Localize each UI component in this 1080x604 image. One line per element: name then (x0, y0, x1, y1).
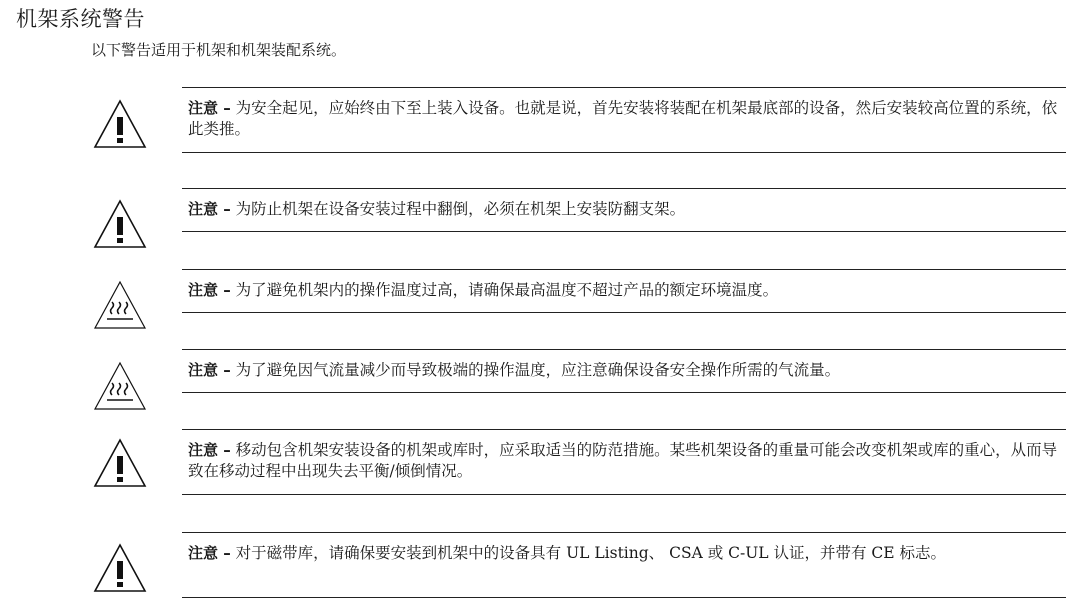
note-label: 注意 – (188, 281, 231, 299)
warning-note (182, 269, 1066, 313)
note-label: 注意 – (188, 200, 231, 218)
note-label: 注意 – (188, 99, 231, 117)
warning-note (182, 429, 1066, 495)
note-label: 注意 – (188, 544, 231, 562)
intro-paragraph: 以下警告适用于机架和机架装配系统。 (91, 41, 347, 59)
note-text: 为了避免机架内的操作温度过高，请确保最高温度不超过产品的额定环境温度。 (230, 281, 779, 299)
warning-note (182, 87, 1066, 153)
note-text: 移动包含机架安装设备的机架或库时，应采取适当的防范措施。某些机架设备的重量可能会改变机架或库的重心，从而导致在移动过程中出现失去平衡/倾倒情况。 (188, 441, 1058, 480)
note-text: 为了避免因气流量减少而导致极端的操作温度，应注意确保设备安全操作所需的气流量。 (230, 361, 841, 379)
warning-note (182, 532, 1066, 598)
warning-note (182, 188, 1066, 232)
caution-exclamation-icon (93, 199, 147, 249)
hot-surface-icon (93, 361, 147, 411)
caution-exclamation-icon (93, 99, 147, 149)
page-title: 机架系统警告 (16, 7, 145, 31)
caution-exclamation-icon (93, 438, 147, 488)
hot-surface-icon (93, 280, 147, 330)
warning-note (182, 349, 1066, 393)
note-label: 注意 – (188, 361, 231, 379)
note-label: 注意 – (188, 441, 231, 459)
note-text: 为防止机架在设备安装过程中翻倒，必须在机架上安装防翻支架。 (230, 200, 686, 218)
caution-exclamation-icon (93, 543, 147, 593)
note-text: 为安全起见，应始终由下至上装入设备。也就是说，首先安装将装配在机架最底部的设备，然后安装较高位置的系统，依此类推。 (188, 99, 1058, 138)
note-text: 对于磁带库，请确保要安装到机架中的设备具有 UL Listing、 CSA 或 C-UL 认证，并带有 CE 标志。 (230, 544, 947, 562)
